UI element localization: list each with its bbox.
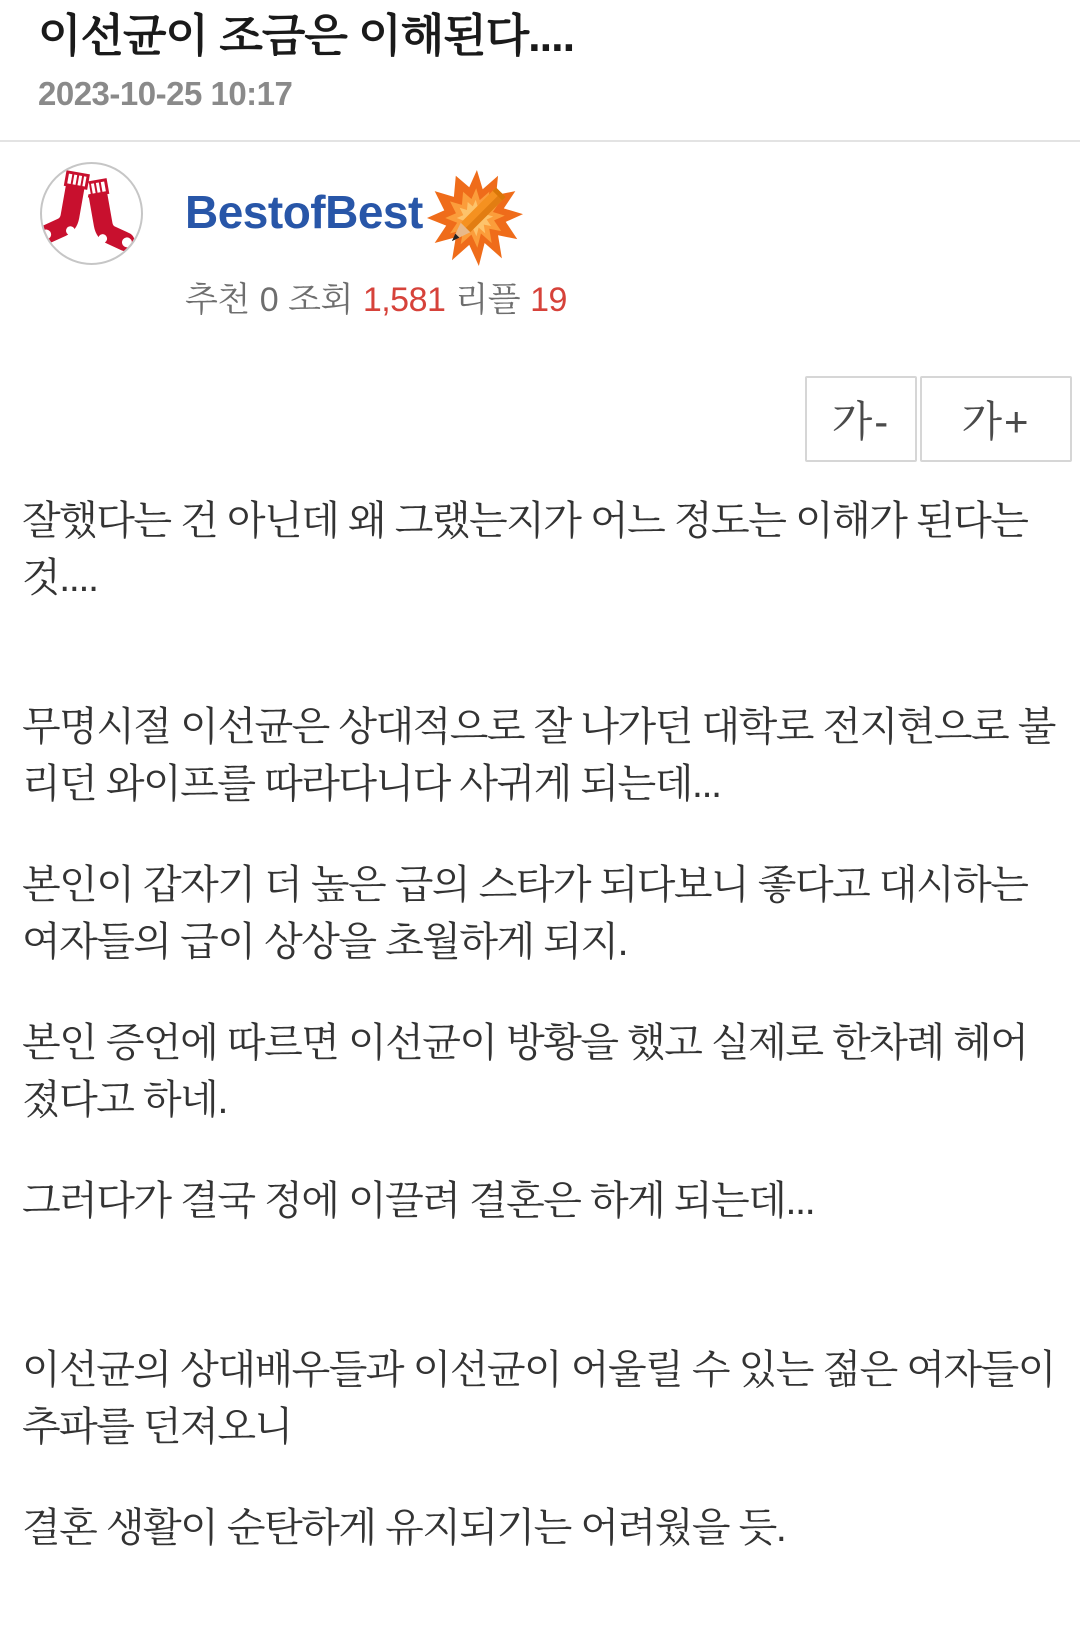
post-header xyxy=(0,0,1080,114)
post-title: 이선균이 조금은 이해된다.... xyxy=(38,10,575,61)
author-info xyxy=(185,162,567,322)
post-paragraph: 잘했다는 건 아닌데 왜 그랬는지가 어느 정도는 이해가 된다는 것.... xyxy=(22,499,1028,600)
author-nickname[interactable]: BestofBest xyxy=(185,186,423,238)
author-section xyxy=(0,142,1080,445)
post-paragraph: 무명시절 이선균은 상대적으로 잘 나가던 대학로 전지현으로 불리던 와이프를 따라다니다 사귀게 되는데... xyxy=(22,705,1055,806)
likes-count: 0 xyxy=(259,281,279,319)
post-paragraph: 결혼 생활이 순탄하게 유지되기는 어려웠을 듯. xyxy=(22,1506,786,1550)
avatar[interactable] xyxy=(40,162,143,265)
likes-label: 추천 xyxy=(185,281,250,319)
post-stats xyxy=(185,278,567,322)
post-paragraph: 본인 증언에 따르면 이선균이 방황을 했고 실제로 한차례 헤어졌다고 하네. xyxy=(22,1021,1028,1122)
post-paragraph: 그러다가 결국 정에 이끌려 결혼은 하게 되는데... xyxy=(22,1179,815,1223)
post-paragraph: 본인이 갑자기 더 높은 급의 스타가 되다보니 좋다고 대시하는 여자들의 급이 상상을 초월하게 되지. xyxy=(22,863,1028,964)
post-date: 2023-10-25 10:17 xyxy=(38,75,293,112)
post-body xyxy=(0,493,1080,1557)
nickname-row xyxy=(185,162,567,262)
font-decrease-button[interactable]: 가- xyxy=(805,376,917,462)
post-paragraph: 이선균의 상대배우들과 이선균이 어울릴 수 있는 젊은 여자들이 추파를 던져오니 xyxy=(22,1348,1055,1449)
flaming-pen-icon xyxy=(427,170,523,266)
replies-count: 19 xyxy=(530,281,567,319)
red-socks-logo-icon xyxy=(42,164,141,263)
views-label: 조회 xyxy=(288,281,353,319)
font-size-controls xyxy=(805,376,1072,462)
views-count: 1,581 xyxy=(362,281,446,319)
font-increase-button[interactable]: 가+ xyxy=(920,376,1072,462)
replies-label: 리플 xyxy=(455,281,521,319)
